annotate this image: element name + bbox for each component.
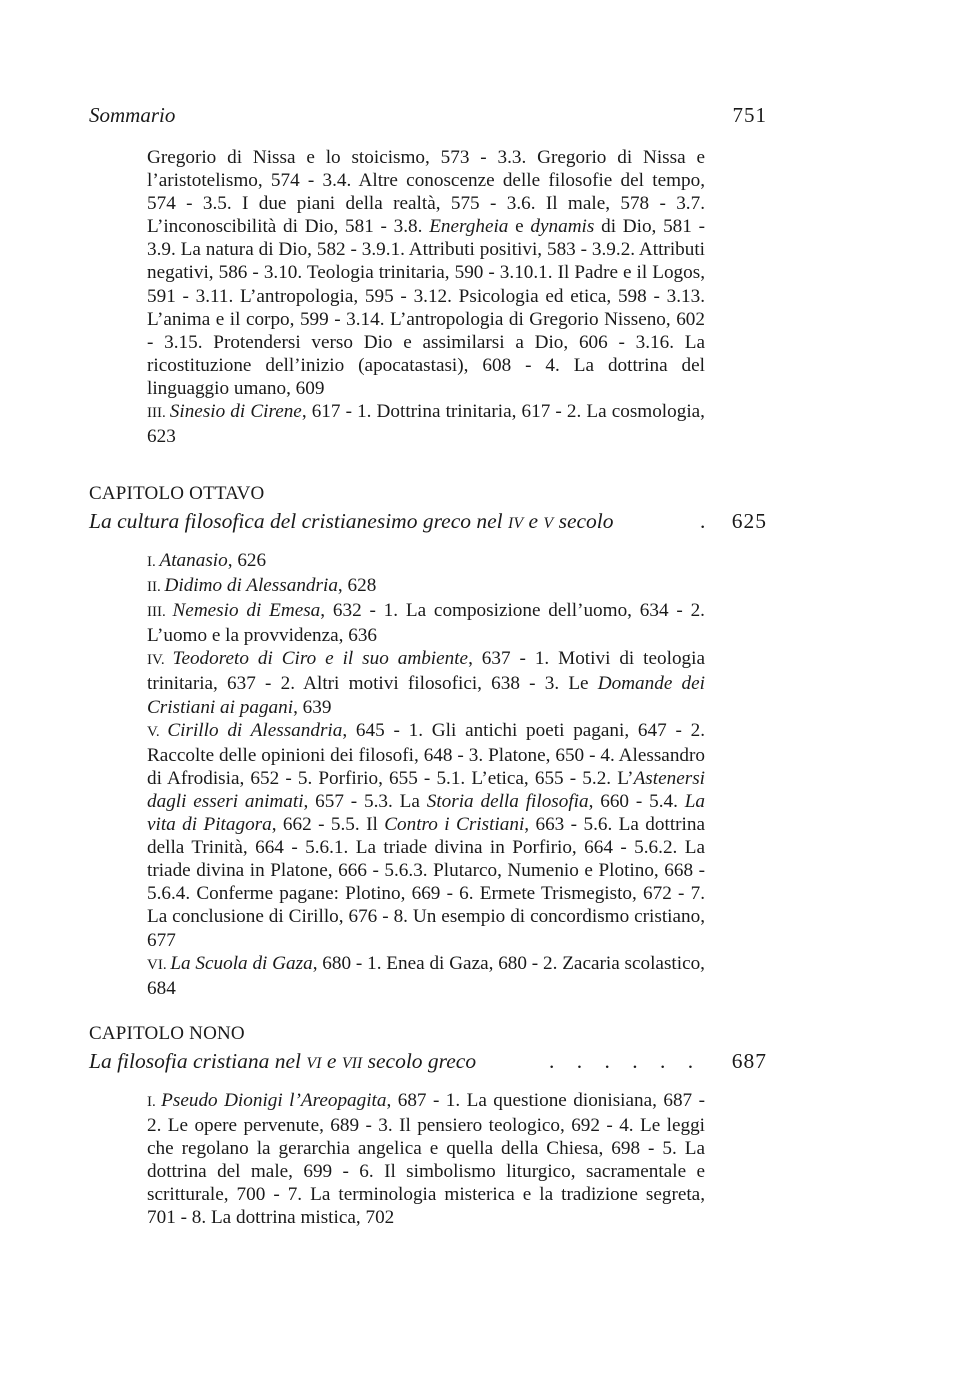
chapter-label: CAPITOLO NONO xyxy=(89,1023,245,1044)
leader-dots: . . . . . . xyxy=(549,1049,694,1073)
page-number: 751 xyxy=(732,103,767,127)
toc-entry[interactable]: IV. Teodoreto di Ciro e il suo ambiente, 637 - 1. Motivi di teologia trinitaria, 637 - 2. Altri motivi filosofici, 638 - 3. Le Domande dei Cristiani ai pagani, 639 xyxy=(147,648,705,718)
chapter-page-number: 687 xyxy=(731,1049,767,1073)
toc-entry[interactable]: I. Pseudo Dionigi l’Areopagita, 687 - 1. La questione dionisiana, 687 - 2. Le opere pervenute, 689 - 3. Il pensiero teologico, 692 - 4. Le leggi che regolano la gerarchia angelica e quella della Chiesa, 698 - 5. La dottrina del male, 699 - 6. Il simbolismo liturgico, sacramentale e scritturale, 700 - 7. La terminologia misterica e la tradizione segreta, 701 - 8. La dottrina mistica, 702 xyxy=(147,1090,705,1229)
chapter-title[interactable]: La filosofia cristiana nel VI e VII secolo greco . . . . . . 687 xyxy=(89,1049,767,1073)
toc-entry[interactable]: II. Didimo di Alessandria, 628 xyxy=(147,575,377,597)
continued-section xyxy=(147,146,705,448)
chapter-heading-9 xyxy=(89,1022,767,1077)
chapter-heading-8 xyxy=(89,482,767,537)
toc-entry[interactable]: V. Cirillo di Alessandria, 645 - 1. Gli antichi poeti pagani, 647 - 2. Raccolte delle opinioni dei filosofi, 648 - 3. Platone, 650 - 4. Alessandro di Afrodisia, 652 - 5. Porfirio, 655 - 5.1. L’etica, 655 - 5.2. L’Astenersi dagli esseri animati, 657 - 5.3. La Storia della filosofia, 660 - 5.4. La vita di Pitagora, 662 - 5.5. Il Contro i Cristiani, 663 - 5.6. La dottrina della Trinità, 664 - 5.6.1. La triade divina in Porfirio, 664 - 5.6.2. La triade divina in Platone, 666 - 5.6.3. Plutarco, Numenio e Plotino, 668 - 5.6.4. Conferme pagane: Plotino, 669 - 6. Ermete Trismegisto, 672 - 7. La conclusione di Cirillo, 676 - 8. Un esempio di concordismo cristiano, 677 xyxy=(147,719,705,951)
toc-entry[interactable]: III. Nemesio di Emesa, 632 - 1. La composizione dell’uomo, 634 - 2. L’uomo e la provvidenza, 636 xyxy=(147,600,705,647)
toc-entry[interactable]: I. Atanasio, 626 xyxy=(147,550,267,571)
chapter-label: CAPITOLO OTTAVO xyxy=(89,483,265,504)
leader-dots: . xyxy=(700,509,706,533)
chapter-title[interactable]: La cultura filosofica del cristianesimo greco nel IV e V secolo . 625 xyxy=(89,509,767,533)
toc-entry: III. Sinesio di Cirene, 617 - 1. Dottrina trinitaria, 617 - 2. La cosmologia, 623 xyxy=(147,401,705,448)
toc-entry[interactable]: VI. La Scuola di Gaza, 680 - 1. Enea di Gaza, 680 - 2. Zacaria scolastico, 684 xyxy=(147,952,705,999)
chapter-page-number: 625 xyxy=(731,509,767,533)
chapter-9-entries xyxy=(147,1089,705,1230)
chapter-8-entries xyxy=(147,549,705,1000)
toc-entry: Gregorio di Nissa e lo stoicismo, 573 - 3.3. Gregorio di Nissa e l’aristotelismo, 574 - 3.4. Altre conoscenze delle filosofie del tempo, 574 - 3.5. I due piani della realtà, 575 - 3.6. Il male, 578 - 3.7. L’inconoscibilità di Dio, 581 - 3.8. Energheia e dynamis di Dio, 581 - 3.9. La natura di Dio, 582 - 3.9.1. Attributi positivi, 583 - 3.9.2. Attributi negativi, 586 - 3.10. Teologia trinitaria, 590 - 3.10.1. Il Padre e il Logos, 591 - 3.11. L’antropologia, 595 - 3.12. Psicologia ed etica, 598 - 3.13. L’anima e il corpo, 599 - 3.14. L’antropologia di Gregorio Nisseno, 602 - 3.15. Protendersi verso Dio e assimilarsi a Dio, 606 - 3.16. La ricostituzione dell’inizio (apocatastasi), 608 - 4. La dottrina del linguaggio umano, 609 xyxy=(147,147,705,399)
running-title: Sommario xyxy=(89,103,176,127)
running-header xyxy=(89,102,767,129)
